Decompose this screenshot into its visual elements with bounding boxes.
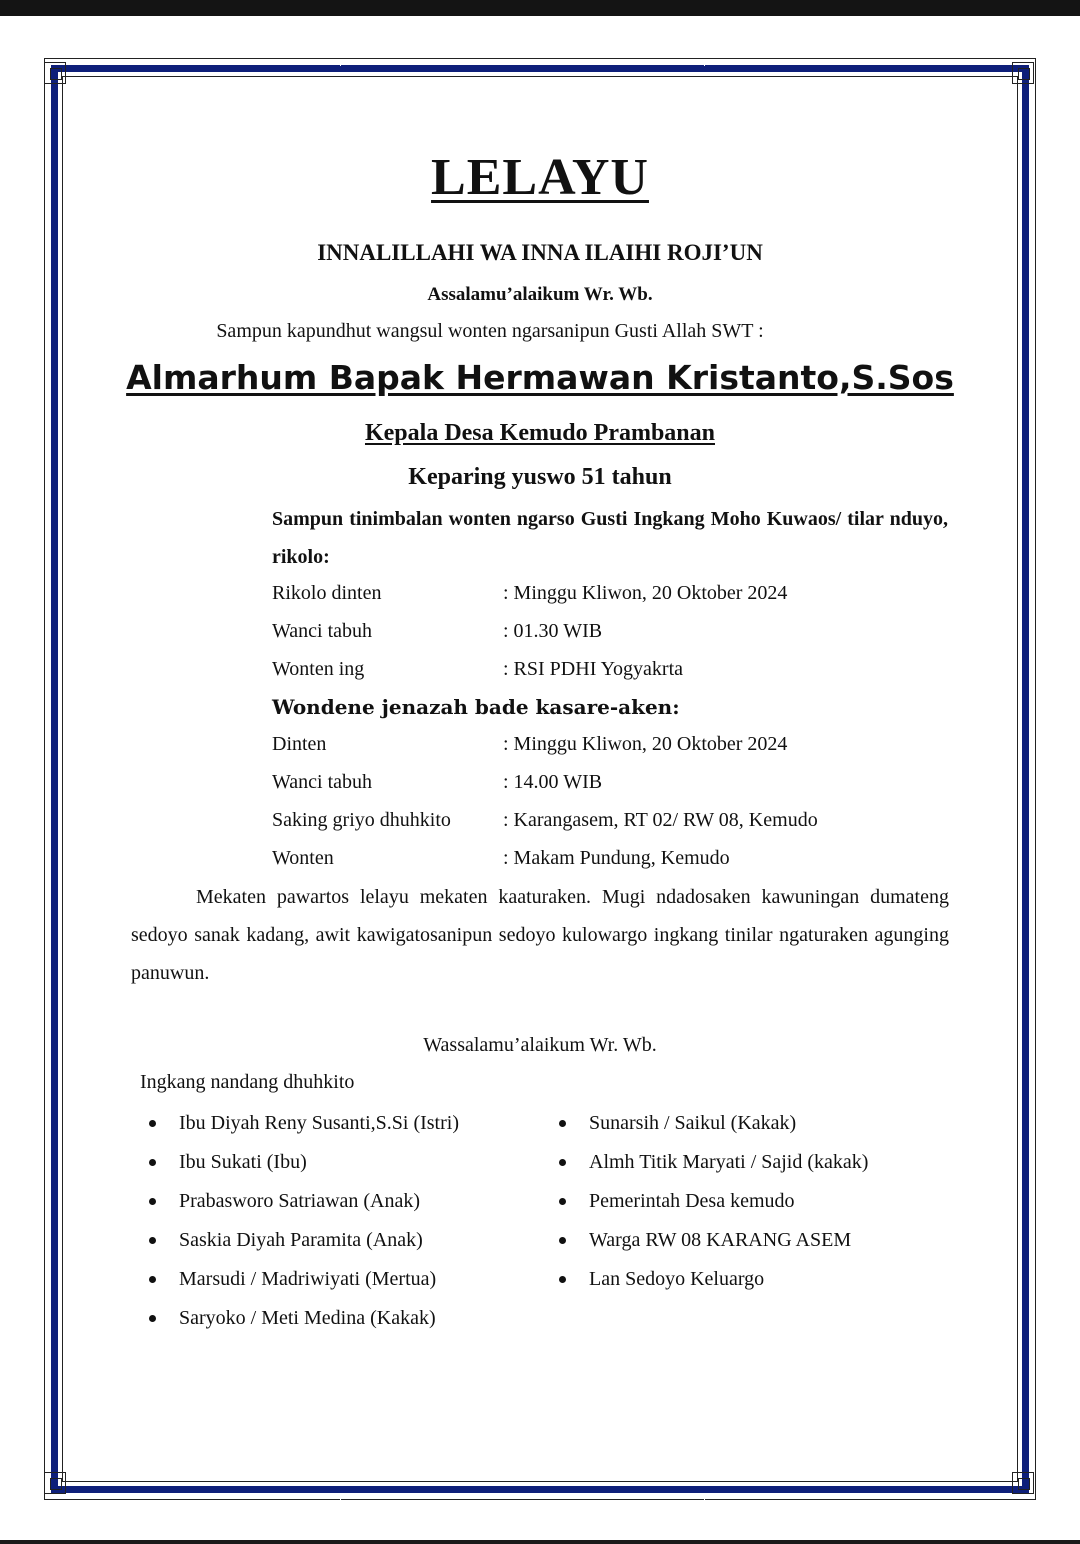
intro-text: Sampun kapundhut wangsul wonten ngarsanipun Gusti Allah SWT : [216,320,764,342]
corner-ornament-top-right [1012,62,1034,84]
list-item [145,1227,459,1266]
burial-heading: Wondene jenazah bade kasare-aken: [272,695,680,719]
frame-notch [704,1494,705,1500]
bullet-icon [149,1237,156,1244]
list-item-text: Marsudi / Madriwiyati (Mertua) [179,1268,437,1290]
bullet-icon [559,1237,566,1244]
list-item-text: Saryoko / Meti Medina (Kakak) [179,1307,436,1329]
list-item [555,1110,868,1149]
detail-value: : RSI PDHI Yogyakrta [503,658,684,680]
list-item [145,1266,459,1305]
frame-notch [340,60,341,66]
frame-notch [340,1494,341,1500]
list-item-text: Prabasworo Satriawan (Anak) [179,1190,421,1212]
bullet-icon [149,1198,156,1205]
list-item-text: Almh Titik Maryati / Sajid (kakak) [589,1151,869,1173]
corner-ornament-top-left [44,62,66,84]
top-bar [0,0,1080,16]
list-item-text: Warga RW 08 KARANG ASEM [589,1229,852,1251]
mourners-list-right [555,1110,868,1305]
list-item [555,1149,868,1188]
deceased-name: Almarhum Bapak Hermawan Kristanto,S.Sos [126,358,954,397]
farewell: Wassalamu’alaikum Wr. Wb. [423,1034,657,1056]
list-item [145,1149,459,1188]
frame-notch [704,60,705,66]
list-item-text: Sunarsih / Saikul (Kakak) [589,1112,797,1134]
list-item [145,1188,459,1227]
detail-value: : Minggu Kliwon, 20 Oktober 2024 [503,582,788,604]
list-item-text: Ibu Diyah Reny Susanti,S.Si (Istri) [179,1112,459,1134]
list-item [555,1227,868,1266]
list-item [145,1305,459,1344]
detail-value: : 14.00 WIB [503,771,603,793]
detail-label: Saking griyo dhuhkito [272,809,451,831]
detail-label: Wonten ing [272,658,365,680]
detail-label: Wonten [272,847,334,869]
notice-subtitle: INNALILLAHI WA INNA ILAIHI ROJI’UN [317,240,763,265]
list-item [555,1188,868,1227]
bullet-icon [149,1276,156,1283]
detail-value: : 01.30 WIB [503,620,603,642]
bullet-icon [149,1159,156,1166]
closing-paragraph-text: Mekaten pawartos lelayu mekaten kaaturaken. Mugi ndadosaken kawuningan dumateng sedoyo sanak kadang, awit kawigatosanipun sedoyo kulowargo ingkang tinilar ngaturaken agunging panuwun. [131,886,949,984]
detail-label: Dinten [272,733,327,755]
bullet-icon [559,1120,566,1127]
corner-ornament-bottom-left [44,1472,66,1494]
death-heading: Sampun tinimbalan wonten ngarso Gusti Ingkang Moho Kuwaos/ tilar nduyo, rikolo: [272,508,948,568]
detail-value: : Karangasem, RT 02/ RW 08, Kemudo [503,809,818,831]
detail-value: : Makam Pundung, Kemudo [503,847,730,869]
list-item-text: Ibu Sukati (Ibu) [179,1151,307,1173]
list-item [555,1266,868,1305]
list-item-text: Saskia Diyah Paramita (Anak) [179,1229,423,1251]
list-item-text: Lan Sedoyo Keluargo [589,1268,765,1290]
bullet-icon [559,1198,566,1205]
detail-value: : Minggu Kliwon, 20 Oktober 2024 [503,733,788,755]
mourners-heading: Ingkang nandang dhuhkito [140,1071,355,1093]
corner-ornament-bottom-right [1012,1472,1034,1494]
detail-label: Rikolo dinten [272,582,382,604]
greeting: Assalamu’alaikum Wr. Wb. [427,284,653,305]
bullet-icon [149,1315,156,1322]
notice-title: LELAYU [431,149,649,206]
detail-label: Wanci tabuh [272,771,373,793]
bullet-icon [149,1120,156,1127]
closing-paragraph [131,878,949,992]
mourners-list-left [145,1110,459,1344]
bullet-icon [559,1159,566,1166]
list-item-text: Pemerintah Desa kemudo [589,1190,795,1212]
detail-label: Wanci tabuh [272,620,373,642]
deceased-position: Kepala Desa Kemudo Prambanan [364,420,715,446]
deceased-age: Keparing yuswo 51 tahun [408,464,672,490]
bottom-line [0,1540,1080,1544]
list-item [145,1110,459,1149]
bullet-icon [559,1276,566,1283]
